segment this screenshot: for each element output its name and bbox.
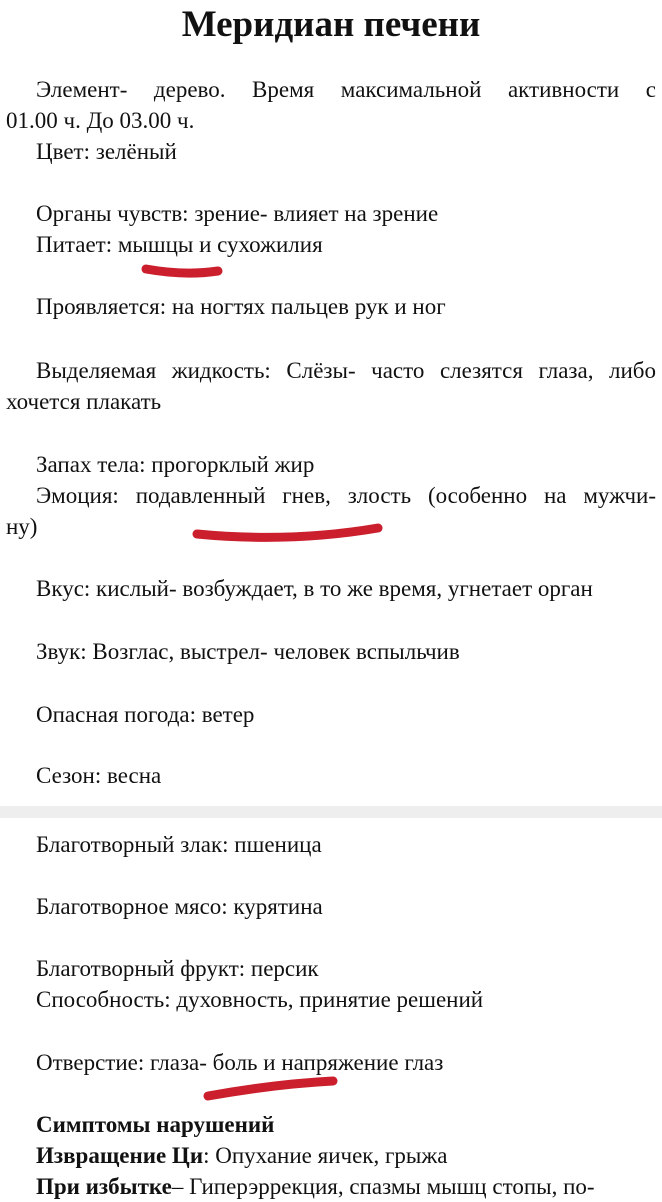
excess-label: При избытке [36, 1174, 172, 1199]
emotion-line-2: ну) [6, 514, 38, 539]
excess-text: – Гиперэррекция, спазмы мышц стопы, по- [171, 1174, 595, 1199]
fruit-line: Благотворный фрукт: персик [36, 956, 319, 981]
senses-line: Органы чувств: зрение- влияет на зрение [36, 201, 439, 226]
weather-line: Опасная погода: ветер [36, 702, 255, 727]
sound-line: Звук: Возглас, выстрел- человек вспыльчив [36, 639, 460, 664]
element-line-1: Элемент- дерево. Время максимальной активности с [36, 77, 656, 102]
qi-perversion-line [36, 1140, 447, 1171]
qi-perversion-text: : Опухание яичек, грыжа [203, 1143, 448, 1168]
symptoms-heading: Симптомы нарушений [36, 1112, 275, 1137]
color-line: Цвет: зелёный [36, 139, 177, 164]
taste-line: Вкус: кислый- возбуждает, в то же время, угнетает орган [36, 576, 593, 601]
highlight-stroke-orifice [208, 1081, 333, 1096]
season-line: Сезон: весна [36, 763, 162, 788]
qi-perversion-label: Извращение Ци [36, 1143, 204, 1168]
fluid-line-1: Выделяемая жидкость: Слёзы- часто слезятся глаза, либо [36, 358, 656, 383]
meat-line: Благотворное мясо: курятина [36, 894, 323, 919]
emotion-line-1: Эмоция: подавленный гнев, злость (особенно на мужчи- [36, 483, 656, 508]
ability-line: Способность: духовность, принятие решений [36, 987, 484, 1012]
body-odor-line: Запах тела: прогорклый жир [36, 452, 315, 477]
page-divider [0, 806, 662, 818]
orifice-line: Отверстие: глаза- боль и напряжение глаз [36, 1050, 444, 1075]
fluid-line-2: хочется плакать [6, 389, 162, 414]
nourishes-line: Питает: мышцы и сухожилия [36, 232, 323, 257]
excess-line [36, 1171, 595, 1202]
grain-line: Благотворный злак: пшеница [36, 832, 322, 857]
element-line-2: 01.00 ч. До 03.00 ч. [6, 108, 195, 133]
page-title: Меридиан печени [181, 4, 481, 45]
highlight-stroke-nourishes [146, 269, 218, 273]
manifests-line: Проявляется: на ногтях пальцев рук и ног [36, 294, 446, 319]
highlight-stroke-emotion [197, 528, 378, 537]
